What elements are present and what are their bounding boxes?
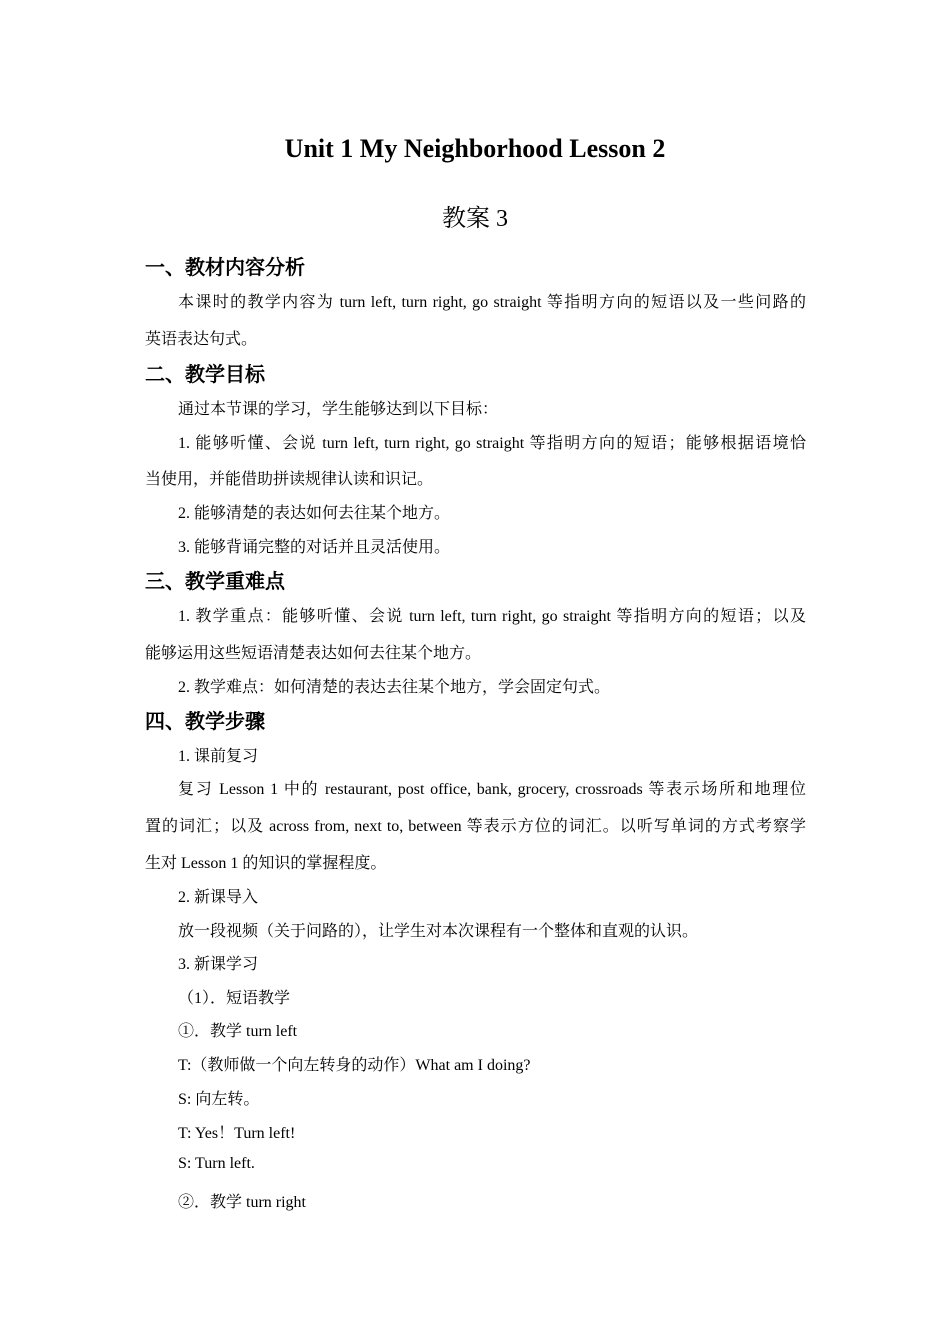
paragraph-line: 生对 Lesson 1 的知识的掌握程度。 xyxy=(145,855,387,872)
paragraph-line: 放一段视频（关于问路的），让学生对本次课程有一个整体和直观的认识。 xyxy=(178,923,699,940)
paragraph-line: 置的词汇；以及 across from, next to, between 等表示方位的词汇。以听写单词的方式考察学 xyxy=(145,818,806,835)
step-heading: 3. 新课学习 xyxy=(178,956,259,973)
list-item: ①．教学 turn left xyxy=(178,1023,298,1040)
paragraph-line: 英语表达句式。 xyxy=(145,331,258,348)
goal-item: 3. 能够背诵完整的对话并且灵活使用。 xyxy=(178,539,451,556)
section-heading-teaching-steps: 四、教学步骤 xyxy=(145,709,265,733)
paragraph-line: 通过本节课的学习，学生能够达到以下目标： xyxy=(178,401,499,418)
section-heading-key-points: 三、教学重难点 xyxy=(145,569,285,593)
step-heading: 1. 课前复习 xyxy=(178,748,259,765)
paragraph-line: 复习 Lesson 1 中的 restaurant, post office, bank, grocery, crossroads 等表示场所和地理位 xyxy=(178,781,806,798)
section-heading-teaching-goals: 二、教学目标 xyxy=(145,362,265,386)
dialogue-line: S: Turn left. xyxy=(178,1155,255,1172)
goal-item: 2. 能够清楚的表达如何去往某个地方。 xyxy=(178,505,451,522)
goal-item: 1. 能够听懂、会说 turn left, turn right, go straight 等指明方向的短语；能够根据语境恰 xyxy=(178,435,806,452)
section-heading-content-analysis: 一、教材内容分析 xyxy=(145,255,305,279)
paragraph-line: 本课时的教学内容为 turn left, turn right, go straight 等指明方向的短语以及一些问路的 xyxy=(178,294,806,311)
step-heading: 2. 新课导入 xyxy=(178,889,259,906)
key-point-item-continued: 能够运用这些短语清楚表达如何去往某个地方。 xyxy=(145,645,482,662)
key-point-item: 1. 教学重点：能够听懂、会说 turn left, turn right, go straight 等指明方向的短语；以及 xyxy=(178,608,806,625)
document-title: Unit 1 My Neighborhood Lesson 2 xyxy=(284,134,666,163)
sub-step-heading: （1）．短语教学 xyxy=(178,990,291,1007)
dialogue-line: T:（教师做一个向左转身的动作）What am I doing? xyxy=(178,1057,531,1074)
dialogue-line: T: Yes！Turn left! xyxy=(178,1125,296,1142)
key-point-item: 2. 教学难点：如何清楚的表达去往某个地方，学会固定句式。 xyxy=(178,679,611,696)
goal-item-continued: 当使用，并能借助拼读规律认读和识记。 xyxy=(145,471,434,488)
document-subtitle: 教案 3 xyxy=(442,206,508,232)
list-item: ②．教学 turn right xyxy=(178,1194,306,1211)
dialogue-line: S: 向左转。 xyxy=(178,1091,260,1108)
